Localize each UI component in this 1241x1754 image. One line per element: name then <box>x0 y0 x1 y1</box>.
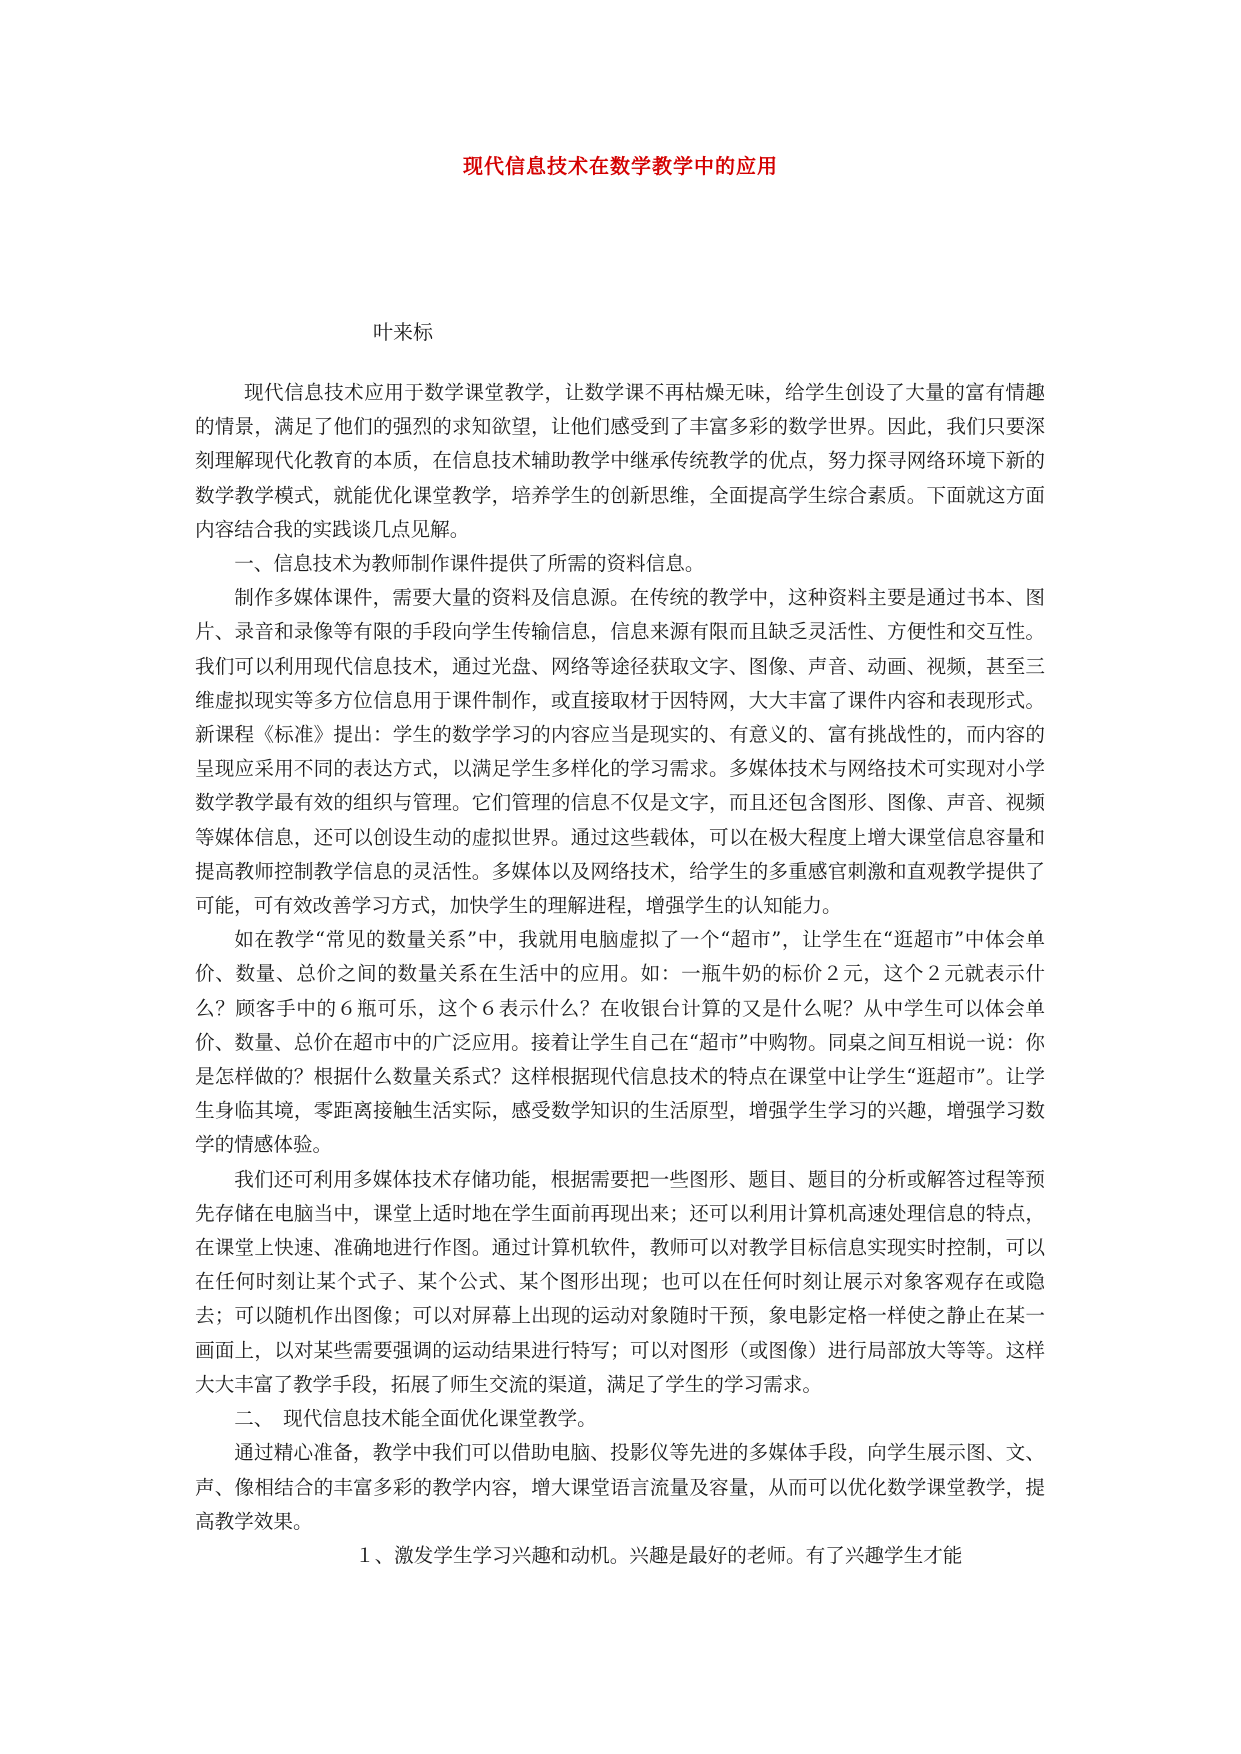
document-body <box>195 376 1045 1573</box>
subsection-item-1: １、激发学生学习兴趣和动机。兴趣是最好的老师。有了兴趣学生才能 <box>355 1543 963 1567</box>
section-heading-2: 二、 现代信息技术能全面优化课堂教学。 <box>234 1407 597 1431</box>
paragraph-intro: 现代信息技术应用于数学课堂教学，让数学课不再枯燥无味，给学生创设了大量的富有情趣的情景，满足了他们的强烈的求知欲望，让他们感受到了丰富多彩的数学世界。因此，我们只要深刻理解现代化教育的本质，在信息技术辅助教学中继承传统教学的优点，努力探寻网络环境下新的数学教学模式，就能优化课堂教学，培养学生的创新思维，全面提高学生综合素质。下面就这方面内容结合我的实践谈几点见解。 <box>195 381 1045 541</box>
paragraph: 制作多媒体课件，需要大量的资料及信息源。在传统的教学中，这种资料主要是通过书本、图片、录音和录像等有限的手段向学生传输信息，信息来源有限而且缺乏灵活性、方便性和交互性。我们可以利用现代信息技术，通过光盘、网络等途径获取文字、图像、声音、动画、视频，甚至三维虚拟现实等多方位信息用于课件制作，或直接取材于因特网，大大丰富了课件内容和表现形式。新课程《标准》提出：学生的数学学习的内容应当是现实的、有意义的、富有挑战性的，而内容的呈现应采用不同的表达方式，以满足学生多样化的学习需求。多媒体技术与网络技术可实现对小学数学教学最有效的组织与管理。它们管理的信息不仅是文字，而且还包含图形、图像、声音、视频等媒体信息，还可以创设生动的虚拟世界。通过这些载体，可以在极大程度上增大课堂信息容量和提高教师控制教学信息的灵活性。多媒体以及网络技术，给学生的多重感官刺激和直观教学提供了可能，可有效改善学习方式，加快学生的理解进程，增强学生的认知能力。 <box>195 586 1045 918</box>
paragraph: 如在教学“常见的数量关系”中，我就用电脑虚拟了一个“超市”，让学生在“逛超市”中体会单价、数量、总价之间的数量关系在生活中的应用。如：一瓶牛奶的标价２元，这个２元就表示什么？顾客手中的６瓶可乐，这个６表示什么？在收银台计算的又是什么呢？从中学生可以体会单价、数量、总价在超市中的广泛应用。接着让学生自己在“超市”中购物。同桌之间互相说一说：你是怎样做的？根据什么数量关系式？这样根据现代信息技术的特点在课堂中让学生“逛超市”。让学生身临其境，零距离接触生活实际，感受数学知识的生活原型，增强学生学习的兴趣，增强学习数学的情感体验。 <box>195 928 1045 1157</box>
author-name: 叶来标 <box>373 320 433 344</box>
paragraph: 我们还可利用多媒体技术存储功能，根据需要把一些图形、题目、题目的分析或解答过程等预先存储在电脑当中，课堂上适时地在学生面前再现出来；还可以利用计算机高速处理信息的特点，在课堂上快速、准确地进行作图。通过计算机软件，教师可以对教学目标信息实现实时控制，可以在任何时刻让某个式子、某个公式、某个图形出现；也可以在任何时刻让展示对象客观存在或隐去；可以随机作出图像；可以对屏幕上出现的运动对象随时干预，象电影定格一样使之静止在某一画面上，以对某些需要强调的运动结果进行特写；可以对图形（或图像）进行局部放大等等。这样大大丰富了教学手段，拓展了师生交流的渠道，满足了学生的学习需求。 <box>195 1167 1045 1396</box>
section-heading-1: 一、信息技术为教师制作课件提供了所需的资料信息。 <box>234 552 705 576</box>
paragraph: 通过精心准备，教学中我们可以借助电脑、投影仪等先进的多媒体手段，向学生展示图、文、声、像相结合的丰富多彩的教学内容，增大课堂语言流量及容量，从而可以优化数学课堂教学，提高教学效果。 <box>195 1441 1045 1533</box>
document-title: 现代信息技术在数学教学中的应用 <box>463 154 778 178</box>
